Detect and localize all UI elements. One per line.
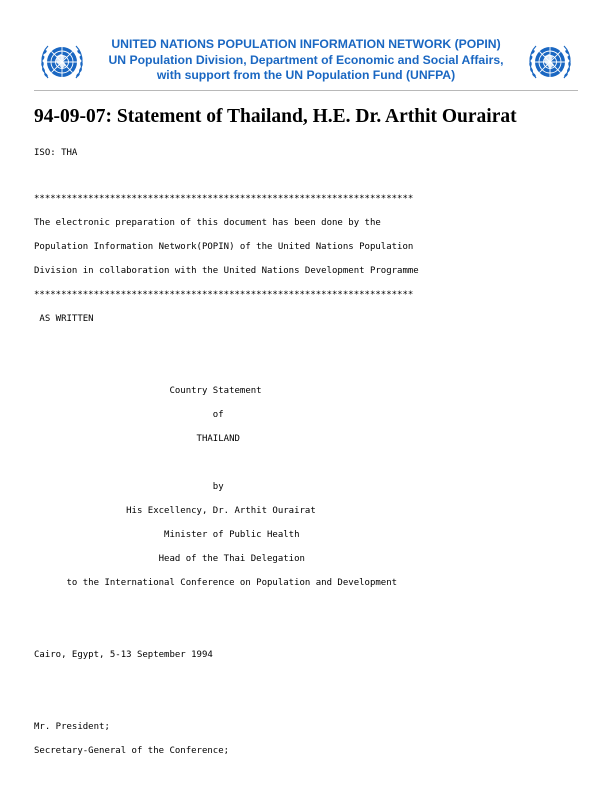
separator-line-bottom: ********************************************************************** [34, 290, 414, 300]
conference-name: to the International Conference on Population and Development [34, 578, 398, 588]
venue-date-line: Cairo, Egypt, 5-13 September 1994 [34, 650, 213, 660]
un-emblem-icon [38, 38, 86, 86]
statement-by: by [34, 482, 224, 492]
speaker-role: Head of the Thai Delegation [34, 554, 305, 564]
un-emblem-icon [526, 38, 574, 86]
statement-of: of [34, 410, 224, 420]
speaker-title: Minister of Public Health [34, 530, 300, 540]
salutation-line-1: Mr. President; [34, 722, 110, 732]
org-line-2: UN Population Division, Department of Economic and Social Affairs, [108, 52, 504, 67]
statement-country: THAILAND [34, 434, 240, 444]
org-line-1: UNITED NATIONS POPULATION INFORMATION NETWORK (POPIN) [111, 37, 501, 51]
document-title: 94-09-07: Statement of Thailand, H.E. Dr. Arthit Ourairat [34, 106, 517, 127]
popin-note-line-1: The electronic preparation of this document has been done by the [34, 218, 381, 228]
salutation-line-2: Secretary-General of the Conference; [34, 746, 230, 756]
separator-line-top: ********************************************************************** [34, 194, 414, 204]
organization-banner [90, 37, 522, 84]
org-line-3: with support from the UN Population Fund (UNFPA) [156, 68, 456, 82]
popin-note-line-3: Division in collaboration with the United Nations Development Programme [34, 266, 419, 276]
statement-heading: Country Statement [34, 386, 262, 396]
popin-note-line-2: Population Information Network(POPIN) of the United Nations Population [34, 242, 414, 252]
speaker-name: His Excellency, Dr. Arthit Ourairat [34, 506, 316, 516]
page-header [34, 34, 578, 91]
as-written-note: AS WRITTEN [34, 314, 94, 324]
iso-code-line: ISO: THA [34, 148, 78, 158]
